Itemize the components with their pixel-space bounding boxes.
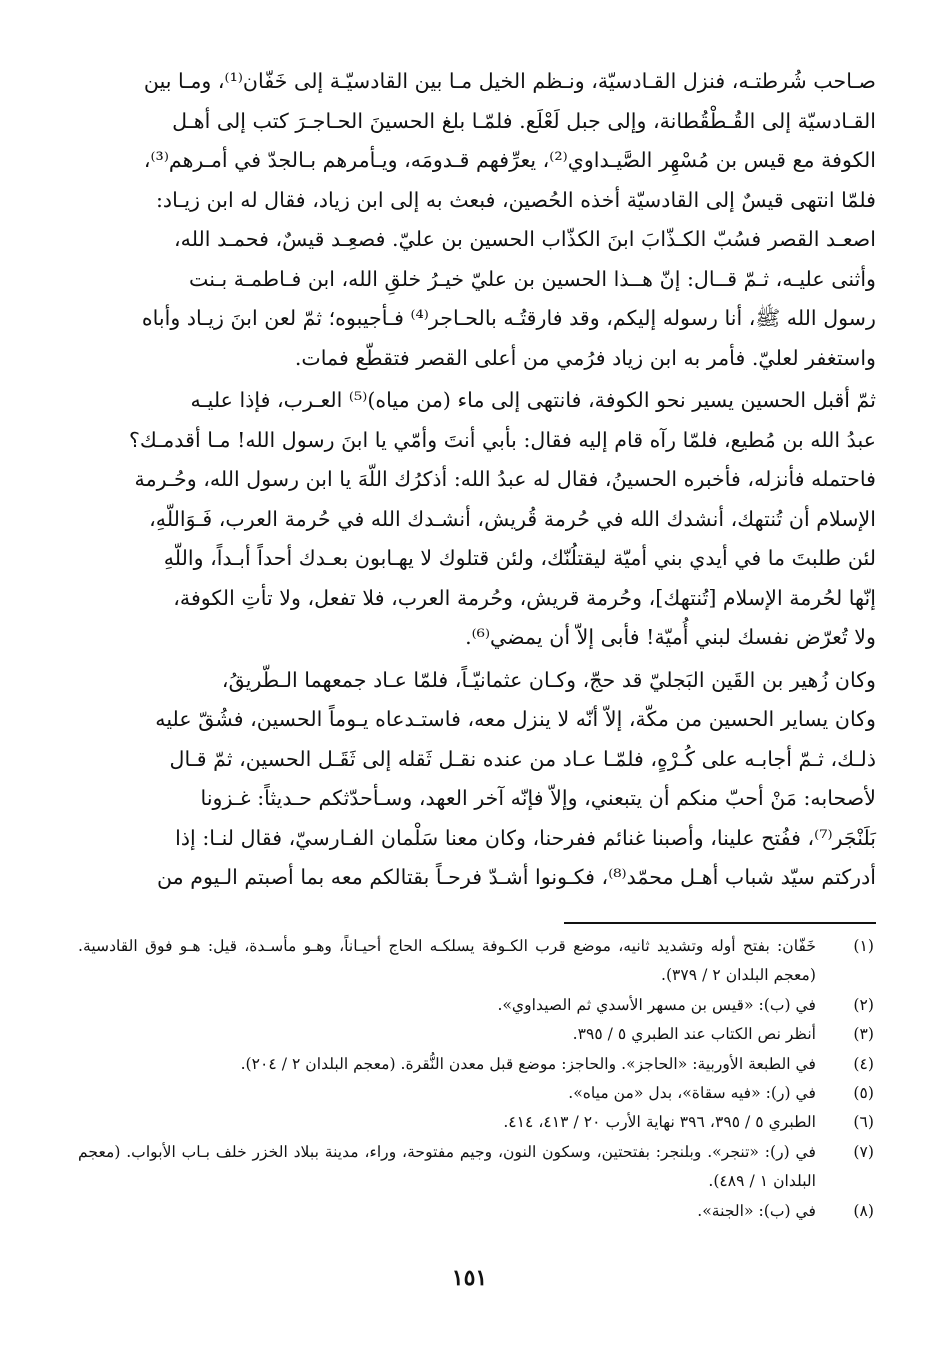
footnote-text: في الطبعة الأوربية: «الحاجز». والحاجز: موضع قبل معدن النُّقرة. (معجم البلدان ٢ / ٢٠٤). [240, 1054, 816, 1073]
text-line: القـادسيّة إلى القُـطْقُطانة، وإلى جبل لَعْلَع. فلمّـا بلغ الحسينَ الحـاجـرَ كتب إلى أهـل [172, 108, 876, 133]
footnote-number: (٢) [853, 995, 874, 1014]
footnote [78, 1050, 874, 1079]
text-line: عبدُ الله بن مُطيع، فلمّا رآه قام إليه فقال: بأبي أنتَ وأمّي يا ابنَ رسول الله! مـا أقدمـك؟ [128, 427, 876, 452]
footnote-text: في (ب): «قيس بن مسهر الأسدي ثم الصيداوي». [497, 995, 816, 1014]
text-line: الإسلام أن تُنتهك، أنشدك الله في حُرمة قُريش، أنشـدك الله في حُرمة العرب، فَـوَاللّهِ، [149, 506, 876, 531]
text-line: ثمّ أقبل الحسين يسير نحو الكوفة، فانتهى إلى ماء (من مياه)⁽⁵⁾ العـرب، فإذا عليـه [190, 388, 876, 412]
text-line: صـاحب شُرطتـه، فنزل القـادسيّة، ونـظم الخيل مـا بين القادسيّـة إلى خَفّان⁽¹⁾، ومـا بين [143, 69, 876, 93]
text-line: الكوفة مع قيس بن مُسْهِر الصَّيـداوي⁽²⁾، يعرِّفهم قـدومَه، ويـأمرهم بـالجدّ في أمـرهم⁽³⁾، [143, 148, 876, 172]
footnote [78, 991, 874, 1020]
text-line: فاحتمله فأنزله، فأخبره الحسينُ، فقال له عبدُ الله: أذكرُك اللّهَ يا ابن رسول الله، وحُـرمة [134, 467, 876, 491]
text-line: بَلَنْجَر⁽⁷⁾، ففُتح علينا، وأصبنا غنائم ففرحنا، وكان معنا سَلْمان الفـارسيّ، فقال لنـا: إذا [175, 825, 876, 850]
text-line: أدركتم سيّد شباب أهـل محمّد⁽⁸⁾، فكـونوا أشـدّ فرحـاً بقتالكم معه بما أصبتم الـيوم من [157, 865, 876, 889]
footnote [78, 1020, 874, 1049]
footnote-text: في (ب): «الجنة». [697, 1201, 816, 1220]
text-line: اصعـد القصر فسُبّ الكـذّابَ ابنَ الكذّاب الحسين بن عليّ. فصعِـد قيسٌ، فحمـد الله، [174, 227, 876, 251]
text-line: لئن طلبتَ ما في أيدي بني أميّة ليقتلُنّك، ولئن قتلوك لا يهـابون بعـدك أحداً أبـداً، واللّهِ [163, 546, 876, 570]
footnote-number: (٨) [853, 1201, 874, 1220]
footnote-divider [564, 922, 876, 924]
text-line: ولا تُعرّض نفسك لبني أُميّة! فأبى إلاّ أن يمضي⁽⁶⁾. [465, 625, 876, 649]
footnote-number: (٦) [853, 1113, 874, 1132]
main-text [78, 62, 876, 898]
footnote [78, 1108, 874, 1137]
footnote-number: (٧) [853, 1142, 874, 1161]
text-line: وكان زُهير بن القَين البَجليّ قد حجّ، وكـان عثمانيّـاً، فلمّا عـاد جمعهما الـطّريقُ، [221, 667, 876, 692]
text-line: وكان يساير الحسين من مكّة، إلاّ أنّه لا ينزل معه، فاستـدعاه يـوماً الحسين، فشُقّ عليه [155, 707, 876, 731]
footnote-text: أنظر نص الكتاب عند الطبري ٥ / ٣٩٥. [572, 1025, 816, 1044]
footnote [78, 1197, 874, 1226]
footnote [78, 1079, 874, 1108]
footnote-text: خَفّان: بفتح أوله وتشديد ثانيه، موضع قرب الكـوفة يسلكـه الحاج أحيـاناً، وهـو مأسـدة، قيل: هـو فوق القادسية. (معجم البلدان ٢ / ٣٧٩). [78, 937, 816, 985]
text-line: ذلـك، ثـمّ أجابـه على كُـرْهٍ، فلمّـا عـاد من عنده نقـل ثَقله إلى ثَقَـل الحسين، ثمّ قـال [169, 746, 876, 771]
text-line: وأثنى عليـه، ثـمّ قــال: إنّ هــذا الحسين بن عليّ خيـرُ خلقِ الله، ابن فـاطمـة بـنت [189, 266, 876, 291]
footnote [78, 932, 874, 991]
text-line: إنّها لحُرمة الإسلام [تُنتهك]، وحُرمة قريش، وحُرمة العرب، فلا تفعل، ولا تأتِ الكوفة، [173, 585, 876, 610]
footnote-number: (٥) [853, 1084, 874, 1103]
paragraph [78, 381, 876, 658]
footnote-number: (٤) [853, 1054, 874, 1073]
paragraph [78, 661, 876, 898]
footnote-text: الطبري ٥ / ٣٩٥، ٣٩٦ نهاية الأرب ٢٠ / ٤١٣، ٤١٤. [503, 1113, 816, 1132]
footnote [78, 1138, 874, 1197]
footnotes [78, 932, 874, 1226]
footnote-text: في (ر): «تنجر». وبلنجر: بفتحتين، وسكون النون، وجيم مفتوحة، وراء، مدينة ببلاد الخزر خلف بـاب الأبواب. (معجم البلدان ١ / ٤٨٩). [78, 1142, 816, 1191]
paragraph [78, 62, 876, 378]
footnote-number: (٣) [853, 1025, 874, 1044]
page-number: ١٥١ [451, 1265, 488, 1291]
footnote-number: (١) [853, 937, 874, 955]
text-line: لأصحابه: مَنْ أحبّ منكم أن يتبعني، وإلاّ فإنّه آخر العهد، وسـأحدّثكم حـديثاً: غـزونا [200, 786, 876, 810]
text-line: فلمّا انتهى قيسٌ إلى القادسيّة أخذه الحُصين، فبعث به إلى ابن زياد، فقال له ابن زيـاد: [155, 187, 876, 212]
footnote-text: في (ر): «فيه سقاة»، بدل «من مياه». [568, 1084, 816, 1103]
text-line: واستغفر لعليّ. فأمر به ابن زياد فرُمي من أعلى القصر فتقطّع فمات. [294, 345, 876, 370]
text-line: رسول الله ﷺ، أنا رسوله إليكم، وقد فارقتُـه بالحـاجر⁽⁴⁾ فـأجيبوه؛ ثمّ لعن ابنَ زيـاد وأباه [141, 306, 876, 330]
